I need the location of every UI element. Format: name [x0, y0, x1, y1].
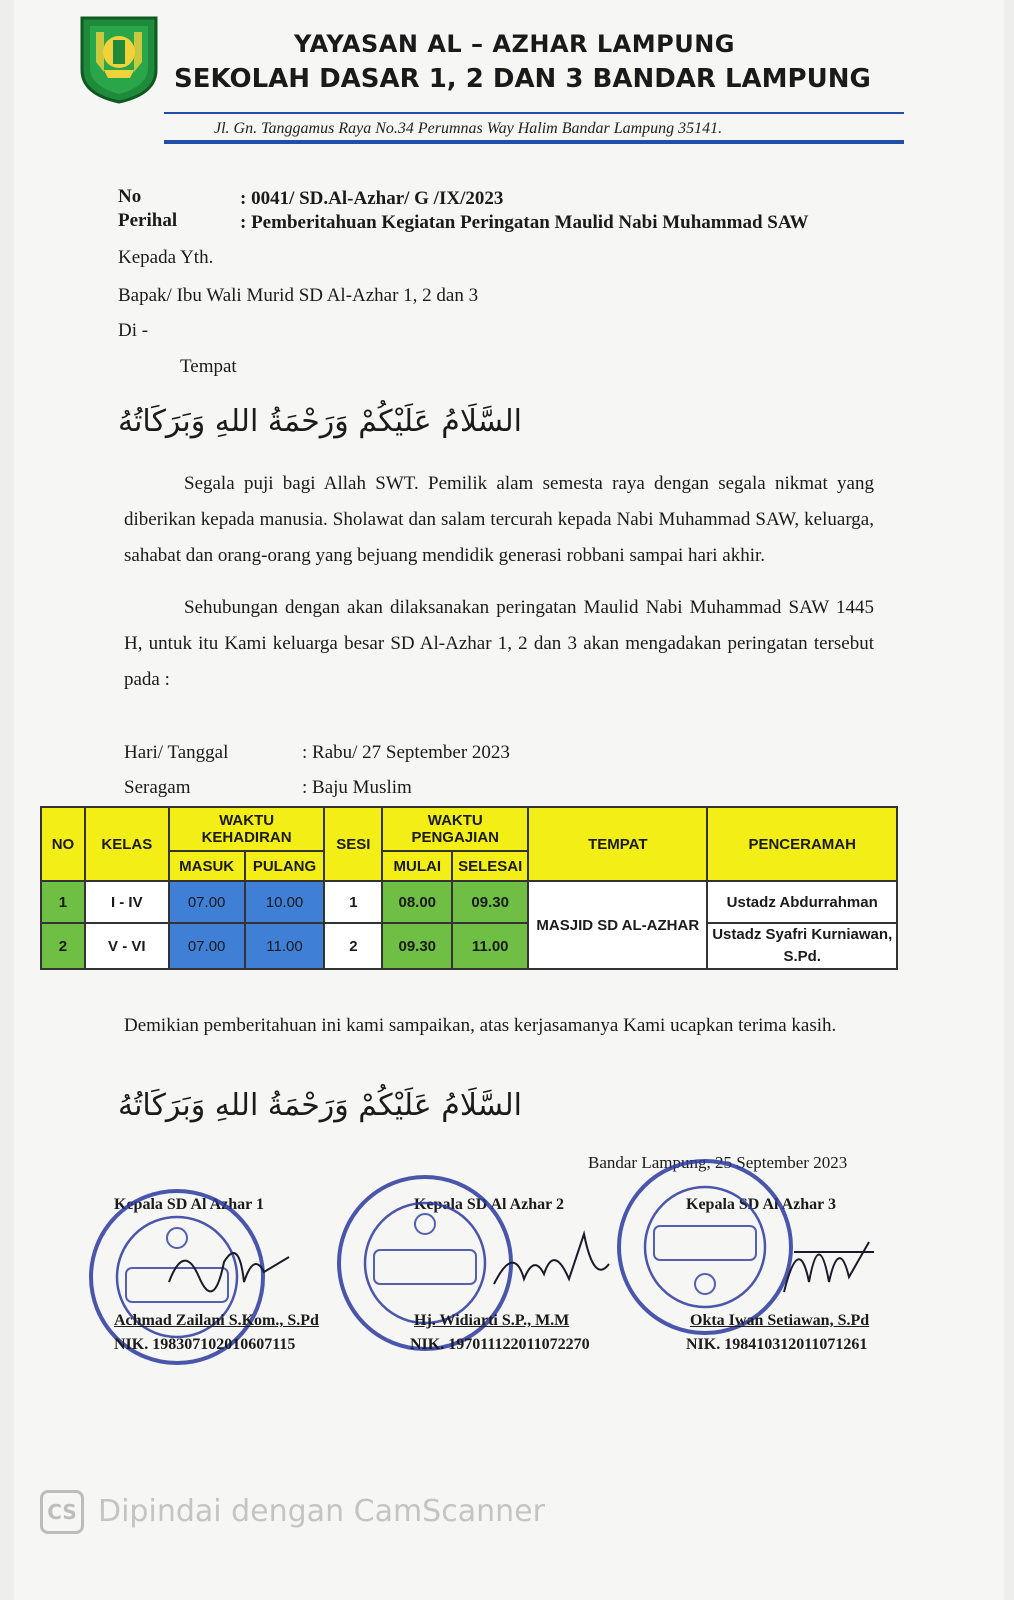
letter-sheet [14, 0, 1004, 1600]
sig1-title: Kepala SD Al Azhar 1 [114, 1196, 264, 1213]
closing-text: Demikian pemberitahuan ini kami sampaikan, atas kerjasamanya Kami ucapkan terima kasih. [124, 1015, 837, 1036]
sig2-title: Kepala SD Al Azhar 2 [414, 1196, 564, 1213]
camscanner-watermark: Dipindai dengan CamScanner [98, 1494, 545, 1529]
cell-no: 1 [41, 881, 85, 923]
header-no: NO [41, 807, 85, 881]
header-waktu-pengajian: WAKTU PENGAJIAN [382, 807, 528, 851]
stamp-3-icon [614, 1156, 796, 1338]
camscanner-icon: CS [40, 1490, 84, 1534]
hari-value: : Rabu/ 27 September 2023 [302, 742, 510, 763]
header-selesai: SELESAI [452, 851, 528, 881]
header-rule-bottom [164, 140, 904, 144]
header-penceramah: PENCERAMAH [707, 807, 897, 881]
paragraph-1: Segala puji bagi Allah SWT. Pemilik alam semesta raya dengan segala nikmat yang diberikan kepada manusia. Sholawat dan salam tercurah kepada Nabi Muhammad SAW, keluarga, sahabat dan orang-orang yang bejuang mendidik generasi robbani sampai hari akhir. [124, 473, 874, 566]
cell-no: 2 [41, 923, 85, 969]
no-label: No [118, 186, 142, 207]
sig3-title: Kepala SD Al Azhar 3 [686, 1196, 836, 1213]
cell-kelas: I - IV [85, 881, 169, 923]
perihal-value: : Pemberitahuan Kegiatan Peringatan Maulid Nabi Muhammad SAW [240, 212, 809, 233]
seragam-value: : Baju Muslim [302, 777, 412, 798]
cell-mulai: 09.30 [382, 923, 452, 969]
header-tempat: TEMPAT [528, 807, 707, 881]
hari-label: Hari/ Tanggal [124, 742, 229, 763]
cell-kelas: V - VI [85, 923, 169, 969]
cell-selesai: 09.30 [452, 881, 528, 923]
signature-2-icon [484, 1224, 614, 1304]
org-name: YAYASAN AL – AZHAR LAMPUNG [294, 30, 735, 58]
school-logo-icon [74, 12, 164, 104]
cell-tempat: MASJID SD AL-AZHAR [528, 881, 707, 969]
sig1-nik: NIK. 198307102010607115 [114, 1336, 296, 1353]
cell-sesi: 2 [324, 923, 382, 969]
paragraph-2: Sehubungan dengan akan dilaksanakan peringatan Maulid Nabi Muhammad SAW 1445 H, untuk itu Kami keluarga besar SD Al-Azhar 1, 2 dan 3 akan mengadakan peringatan tersebut pada : [124, 597, 874, 690]
sig3-name: Okta Iwan Setiawan, S.Pd [690, 1312, 870, 1329]
kepada-text: Kepada Yth. [118, 247, 214, 268]
place-date: Bandar Lampung, 25 September 2023 [588, 1153, 848, 1172]
no-value: : 0041/ SD.Al-Azhar/ G /IX/2023 [240, 188, 504, 209]
cell-pulang: 11.00 [245, 923, 325, 969]
salam-opening: السَّلَامُ عَلَيْكُمْ وَرَحْمَةُ اللهِ وَبَرَكَاتُهُ [118, 404, 522, 439]
school-address: Jl. Gn. Tanggamus Raya No.34 Perumnas Way Halim Bandar Lampung 35141. [214, 120, 723, 137]
seragam-label: Seragam [124, 777, 191, 798]
sig3-nik: NIK. 198410312011071261 [686, 1336, 868, 1353]
recipient-text: Bapak/ Ibu Wali Murid SD Al-Azhar 1, 2 dan 3 [118, 285, 479, 306]
header-sesi: SESI [324, 807, 382, 881]
signature-3-icon [774, 1222, 884, 1302]
sig1-name: Achmad Zailani S.Kom., S.Pd [114, 1312, 319, 1329]
table-row [41, 923, 897, 969]
sig2-name: Hj. Widiarti S.P., M.M [414, 1312, 570, 1329]
cell-penceramah: Ustadz Syafri Kurniawan, S.Pd. [707, 923, 897, 969]
cell-selesai: 11.00 [452, 923, 528, 969]
perihal-label: Perihal [118, 210, 178, 231]
cell-mulai: 08.00 [382, 881, 452, 923]
schedule-table [40, 806, 898, 970]
cell-sesi: 1 [324, 881, 382, 923]
cell-pulang: 10.00 [245, 881, 325, 923]
di-text: Di - [118, 320, 149, 341]
cell-masuk: 07.00 [169, 923, 245, 969]
sig2-nik: NIK. 197011122011072270 [410, 1336, 590, 1353]
cell-masuk: 07.00 [169, 881, 245, 923]
header-kelas: KELAS [85, 807, 169, 881]
header-rule-top [164, 112, 904, 114]
header-mulai: MULAI [382, 851, 452, 881]
header-waktu-kehadiran: WAKTU KEHADIRAN [169, 807, 325, 851]
school-name: SEKOLAH DASAR 1, 2 DAN 3 BANDAR LAMPUNG [174, 64, 871, 94]
table-row [41, 881, 897, 923]
header-pulang: PULANG [245, 851, 325, 881]
signature-1-icon [164, 1232, 294, 1302]
header-masuk: MASUK [169, 851, 245, 881]
cell-penceramah: Ustadz Abdurrahman [707, 881, 897, 923]
tempat-text: Tempat [180, 356, 237, 377]
salam-closing: السَّلَامُ عَلَيْكُمْ وَرَحْمَةُ اللهِ وَبَرَكَاتُهُ [118, 1088, 522, 1123]
